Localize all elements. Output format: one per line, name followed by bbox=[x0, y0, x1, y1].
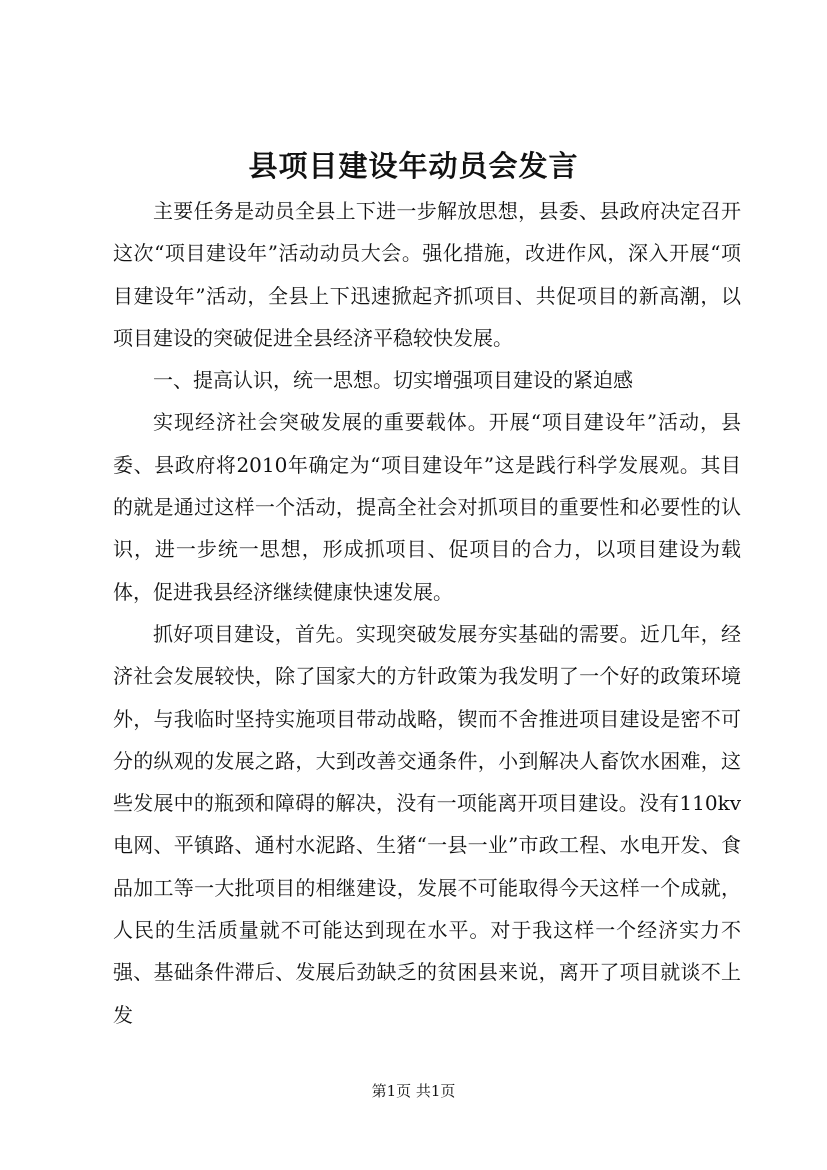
document-body bbox=[113, 190, 741, 1036]
paragraph-significance: 实现经济社会突破发展的重要载体。开展“项目建设年”活动，县委、县政府将2010年确定为“项目建设年”这是践行科学发展观。其目的就是通过这样一个活动，提高全社会对抓项目的重要性和必要性的认识，进一步统一思想，形成抓项目、促项目的合力，以项目建设为载体，促进我县经济继续健康快速发展。 bbox=[113, 410, 741, 604]
paragraph-foundation: 抓好项目建设，首先。实现突破发展夯实基础的需要。近几年，经济社会发展较快，除了国家大的方针政策为我发明了一个好的政策环境外，与我临时坚持实施项目带动战略，锲而不舍推进项目建设是密不可分的纵观的发展之路，大到改善交通条件，小到解决人畜饮水困难，这些发展中的瓶颈和障碍的解决，没有一项能离开项目建设。没有110kv电网、平镇路、通村水泥路、生猪“一县一业”市政工程、水电开发、食品加工等一大批项目的相继建设，发展不可能取得今天这样一个成就，人民的生活质量就不可能达到现在水平。对于我这样一个经济实力不强、基础条件滞后、发展后劲缺乏的贫困县来说，离开了项目就谈不上发 bbox=[113, 621, 741, 1027]
paragraph-intro: 主要任务是动员全县上下进一步解放思想，县委、县政府决定召开这次“项目建设年”活动动员大会。强化措施，改进作风，深入开展“项目建设年”活动，全县上下迅速掀起齐抓项目、共促项目的新高潮，以项目建设的突破促进全县经济平稳较快发展。 bbox=[113, 199, 741, 350]
page-number-footer: 第1页 共1页 bbox=[371, 1082, 456, 1100]
document-title: 县项目建设年动员会发言 bbox=[248, 149, 579, 183]
section-heading-1: 一、提高认识，统一思想。切实增强项目建设的紧迫感 bbox=[153, 368, 633, 393]
